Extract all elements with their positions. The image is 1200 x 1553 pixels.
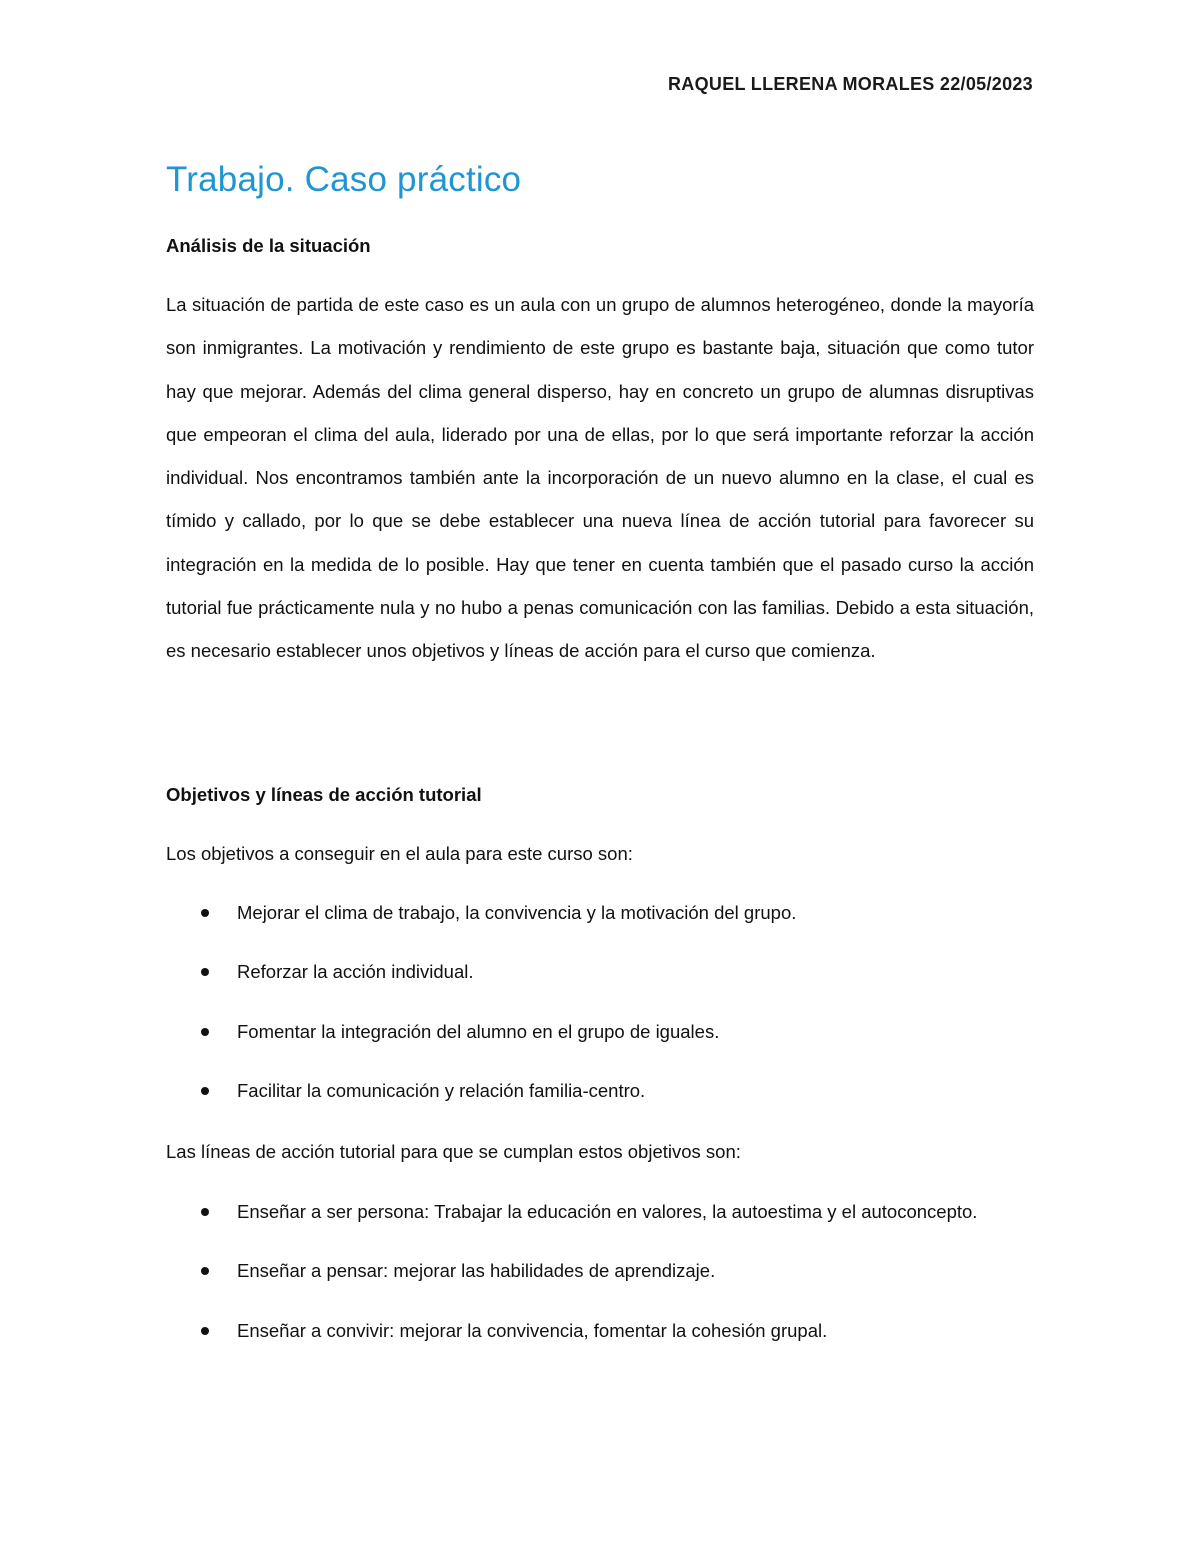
objective-text: Reforzar la acción individual.	[237, 961, 474, 983]
lines-intro: Las líneas de acción tutorial para que se cumplan estos objetivos son:	[166, 1141, 741, 1162]
action-line-text: Enseñar a convivir: mejorar la convivencia, fomentar la cohesión grupal.	[237, 1319, 828, 1341]
bullet-icon	[201, 1267, 209, 1275]
section-heading-objectives: Objetivos y líneas de acción tutorial	[166, 784, 482, 805]
list-item	[166, 1010, 1034, 1053]
list-item	[166, 1069, 1034, 1112]
bullet-icon	[201, 1028, 209, 1036]
document-title: Trabajo. Caso práctico	[166, 160, 522, 199]
list-item	[166, 1190, 1034, 1233]
objectives-intro: Los objetivos a conseguir en el aula para este curso son:	[166, 843, 633, 864]
action-lines-list	[166, 1190, 1034, 1352]
bullet-icon	[201, 1087, 209, 1095]
bullet-icon	[201, 909, 209, 917]
action-line-text: Enseñar a pensar: mejorar las habilidades de aprendizaje.	[237, 1260, 716, 1282]
objective-text: Fomentar la integración del alumno en el grupo de iguales.	[237, 1020, 720, 1042]
author-date-header: RAQUEL LLERENA MORALES 22/05/2023	[668, 74, 1033, 94]
section-heading-analysis: Análisis de la situación	[166, 235, 371, 256]
action-line-text: Enseñar a ser persona: Trabajar la educación en valores, la autoestima y el autoconcepto.	[237, 1201, 978, 1222]
bullet-icon	[201, 968, 209, 976]
list-item	[166, 1309, 1034, 1352]
objectives-list	[166, 891, 1034, 1112]
bullet-icon	[201, 1327, 209, 1335]
objective-text: Mejorar el clima de trabajo, la convivencia y la motivación del grupo.	[237, 902, 797, 923]
bullet-icon	[201, 1208, 209, 1216]
list-item	[166, 950, 1034, 993]
objective-text: Facilitar la comunicación y relación familia-centro.	[237, 1079, 646, 1101]
list-item	[166, 1249, 1034, 1292]
list-item	[166, 891, 1034, 934]
analysis-paragraph: La situación de partida de este caso es un aula con un grupo de alumnos heterogéneo, donde la mayoría son inmigrantes. La motivación y rendimiento de este grupo es bastante baja, situación que como tutor hay que mejorar. Además del clima general disperso, hay en concreto un grupo de alumnas disruptivas que empeoran el clima del aula, liderado por una de ellas, por lo que será importante reforzar la acción individual. Nos encontramos también ante la incorporación de un nuevo alumno en la clase, el cual es tímido y callado, por lo que se debe establecer una nueva línea de acción tutorial para favorecer su integración en la medida de lo posible. Hay que tener en cuenta también que el pasado curso la acción tutorial fue prácticamente nula y no hubo a penas comunicación con las familias. Debido a esta situación, es necesario establecer unos objetivos y líneas de acción para el curso que comienza.	[166, 294, 1034, 662]
